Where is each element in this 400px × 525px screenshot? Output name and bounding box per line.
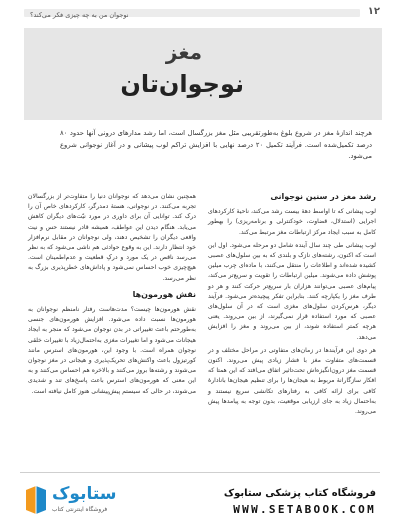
title-line-2: نوجوان‌تان bbox=[120, 70, 244, 98]
running-title: نوجوان من به چه چیزی فکر می‌کند؟ bbox=[30, 11, 129, 19]
left-column bbox=[28, 192, 196, 400]
body-paragraph: لوب پیشانی طی چند سال آینده شامل دو مرحله می‌شود. اول این است که اکنون، رشته‌های نازک و بلندی که به بین سلول‌های عصبی کشیده شده‌اند و اطلاعات را منتقل می‌کنند، با ماده‌ای چرب میلین پوشش داده می‌شوند. میلین ارتباطات را تقویت و سریع‌تر می‌کند، پیام‌های عصبی می‌توانند هزاران بار سریع‌تر حرکت کنند و هر دو طرف مغز را یکپارچه کنند. بنابراین تفکر پیچیده‌تر می‌شود. فرآیند دیگر، هرس‌کردن سلول‌های مغزی است که در آن سلول‌های عصبی که مورد استفاده قرار نمی‌گیرند، از بین می‌روند. یعنی هرچه کمتر استفاده شوند، از بین می‌روند و مغز را افزایش می‌دهد. bbox=[208, 241, 376, 341]
body-paragraph: همچنین نشان می‌دهد که نوجوانان دنیا را متفاوت‌تر از بزرگسالان تجربه می‌کنند. در نوجوانی، هستهٔ دمدرگر، کارکردهای خاص آن را درک کند. توانایی آن برای داوری در مورد نیّت‌های دیگران کاهش می‌یابد. هنگام دیدن این عواطف، همیشه قادر نیستند حس و نیت واقعی دیگران را تشخیص دهند، ولی نوجوانان در مقابل نرم‌افزار خود انتظار دارند. این به وقوع حوادثی هم ناشی می‌شود که به نظر می‌رسد ناقص در یک مورد و درکِ قطعیت و عدم‌اطمینان است. هیچ‌چیزی خوب احساس نمی‌شود و پاداش‌های خطرپذیری بزرگ به نظر می‌رسد. bbox=[28, 193, 196, 282]
body-paragraph: هر دوی این فرآیندها در زمان‌های متفاوتی در مراحل مختلف و در قسمت‌های متفاوت مغز با فشار زیادی پیش می‌روند. اکنون قسمت مغز درون‌انگیزه‌اش تحت‌تاثیر اتفاق می‌افتد که این همتا که افکار سازگارانهٔ مربوط به هیجان‌ها را برای تنظیم هیجان‌ها بانادارهٔ کافی برای ارائه کافی به رفتارهای تکانشی سریع نیستند و به‌احتمال زیاد به جای ارزیابی موقعیت، بدون توجه به پیامدها پیش می‌روند. bbox=[208, 346, 376, 416]
body-paragraph: لوب پیشانی که تا اواسط دههٔ بیست رشد می‌کند، ناحیهٔ کارکردهای اجرایی (استدلال، قضاوت، خودکنترلی و برنامه‌ریزی) را بهطور کامل به سبب ایجاد مرکز ارتباطات مغز مرتبط می‌کند. bbox=[208, 208, 376, 236]
page-header bbox=[24, 6, 380, 20]
body-paragraph: نقش هورمون‌ها چیست؟ مدت‌هاست رفتار نامنظم نوجوانان به هورمون‌ها نسبت داده می‌شود. افزایش هورمون‌های جنسی به‌طورحتم باعث تغییراتی در بدن نوجوان می‌شود که منجر به ایجاد هیجانات می‌شود و اما تغییرات مغزی به‌احتمال‌زیاد با تغییرات خلقی نوجوان همراه است. با وجود این، هورمون‌های استرس مانند کورتیزول باعث واکنش‌های تحریک‌پذیری و هیجانی در مغز نوجوان می‌شوند و رشته‌ها بروز می‌کنند و بالاخره هم احساس می‌کنند و به این معنی که هورمون‌های استرس باعث پاسخ‌های تند و شدیدی می‌شوند، در حالی که سیستم پیش‌پیشانی هنوز کامل نیافته است. bbox=[28, 306, 196, 395]
right-column bbox=[208, 192, 376, 420]
section-heading-brain-growth: رشد مغز در سنین نوجوانی bbox=[270, 192, 376, 201]
intro-paragraph: هرچند اندازهٔ مغز در شروع بلوغ به‌طورتقریبی مثل مغز بزرگسال است، اما رشد مدارهای درونی آنها حدود ۸۰ درصد تکمیل‌شده است. فرآیند تکمیل ۲۰ درصد نهایی با افزایش تراکم لوب پیشانی و در آغاز نوجوانی شروع می‌شود. bbox=[60, 129, 372, 160]
logo-subtitle: فروشگاه اینترنتی کتاب bbox=[52, 507, 108, 513]
title-line-1: مغز bbox=[165, 40, 202, 64]
header-bar bbox=[24, 9, 360, 17]
page-footer bbox=[0, 470, 400, 525]
logo-wordmark: ستابوک bbox=[52, 484, 117, 504]
section-heading-hormones: نقش هورمون‌ها bbox=[132, 289, 196, 299]
logo-mark-icon bbox=[22, 484, 50, 518]
footer-brand-line: فروشگاه کتاب پزشکی ستابوک bbox=[223, 488, 376, 499]
footer-divider bbox=[20, 472, 380, 473]
chapter-title-panel bbox=[24, 28, 382, 120]
page-number: ۱۲ bbox=[367, 6, 380, 17]
footer-url-link[interactable]: WWW.SETABOOK.COM bbox=[233, 503, 376, 516]
setabook-logo bbox=[22, 484, 116, 518]
